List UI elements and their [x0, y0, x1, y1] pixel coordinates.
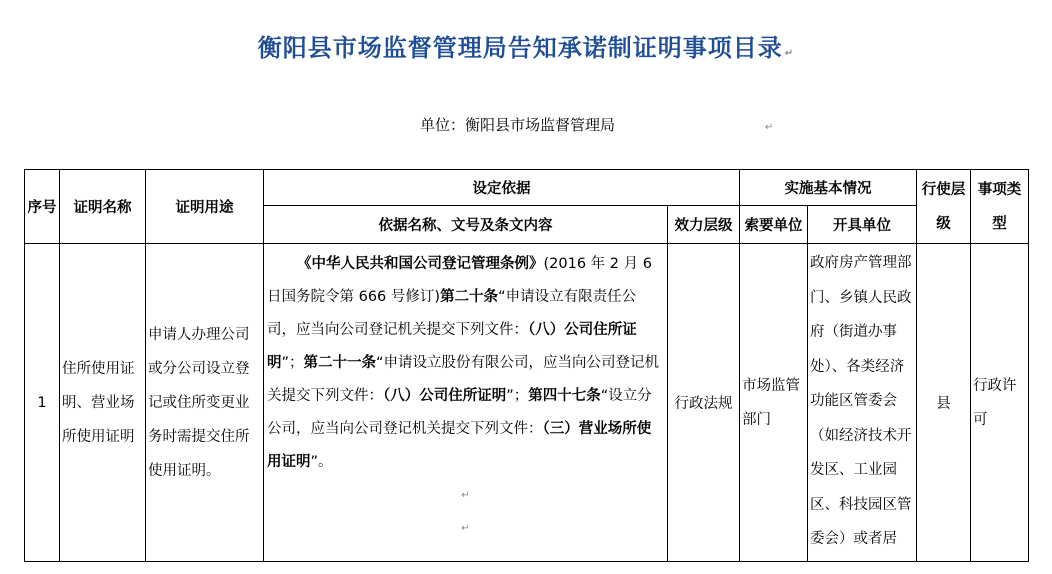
paragraph-mark: ↵: [784, 48, 795, 59]
row-cert-use: 申请人办理公司或分公司设立登记或住所变更业务时需提交住所使用证明。: [146, 244, 264, 562]
header-requesting-unit: 索要单位: [740, 206, 808, 244]
header-cert-name: 证明名称: [60, 170, 146, 244]
header-seq: 序号: [25, 170, 60, 244]
article-21: 第二十一条: [303, 355, 377, 371]
page-title: [0, 28, 1052, 63]
header-basis-group: 设定依据: [264, 170, 740, 206]
header-exercise-level: 行使层级: [917, 170, 971, 244]
header-cert-use: 证明用途: [146, 170, 264, 244]
unit-text: 单位：衡阳县市场监督管理局: [420, 116, 616, 134]
row-cert-name: 住所使用证明、营业场所使用证明: [60, 244, 146, 562]
article-47-text: “设立分公司，应当向公司登记机关提交下列文件：: [267, 388, 652, 437]
article-47-end: ”。: [310, 454, 333, 470]
catalog-table: [24, 169, 1029, 562]
row-issuing-unit: 政府房产管理部门、乡镇人民政府（街道办事处）、各类经济功能区管委会（如经济技术开发区、工业园区、科技园区管委会）或者居: [808, 244, 917, 562]
article-20-item: （八）公司住所证明: [267, 322, 637, 371]
header-item-type: 事项类型: [971, 170, 1029, 244]
article-21-item: （八）公司住所证明: [383, 388, 507, 404]
article-47-item: （三）营业场所使用证明: [267, 421, 652, 470]
article-21-text: “申请设立股份有限公司，应当向公司登记机关提交下列文件：: [267, 355, 660, 404]
article-47: 第四十七条: [528, 388, 601, 404]
row-level: 行政法规: [668, 244, 740, 562]
row-seq: 1: [25, 244, 60, 562]
article-20-end: ”；: [281, 355, 304, 371]
paragraph-mark: ↵: [461, 523, 470, 534]
law-note: (2016 年 2 月 6 日国务院令第 666 号修订): [267, 256, 652, 305]
header-impl-group: 实施基本情况: [740, 170, 917, 206]
header-row-1: [25, 170, 1029, 206]
header-basis-name: 依据名称、文号及条文内容: [264, 206, 668, 244]
row-requesting-unit: 市场监管部门: [740, 244, 808, 562]
article-20-text: “申请设立有限责任公司，应当向公司登记机关提交下列文件：: [267, 289, 637, 338]
paragraph-mark: ↵: [461, 490, 470, 501]
row-item-type: 行政许可: [971, 244, 1029, 562]
row-basis: [264, 244, 668, 562]
header-issuing-unit: 开具单位: [808, 206, 917, 244]
article-20: 第二十条: [440, 289, 499, 305]
paragraph-mark: ↵: [765, 122, 774, 133]
unit-line: [420, 114, 773, 135]
article-21-end: ”；: [506, 388, 529, 404]
row-exercise-level: 县: [917, 244, 971, 562]
law-name: 《中华人民共和国公司登记管理条例》: [297, 256, 544, 272]
title-text: 衡阳县市场监督管理局告知承诺制证明事项目录: [257, 34, 783, 62]
header-level: 效力层级: [668, 206, 740, 244]
table-row: [25, 244, 1029, 562]
